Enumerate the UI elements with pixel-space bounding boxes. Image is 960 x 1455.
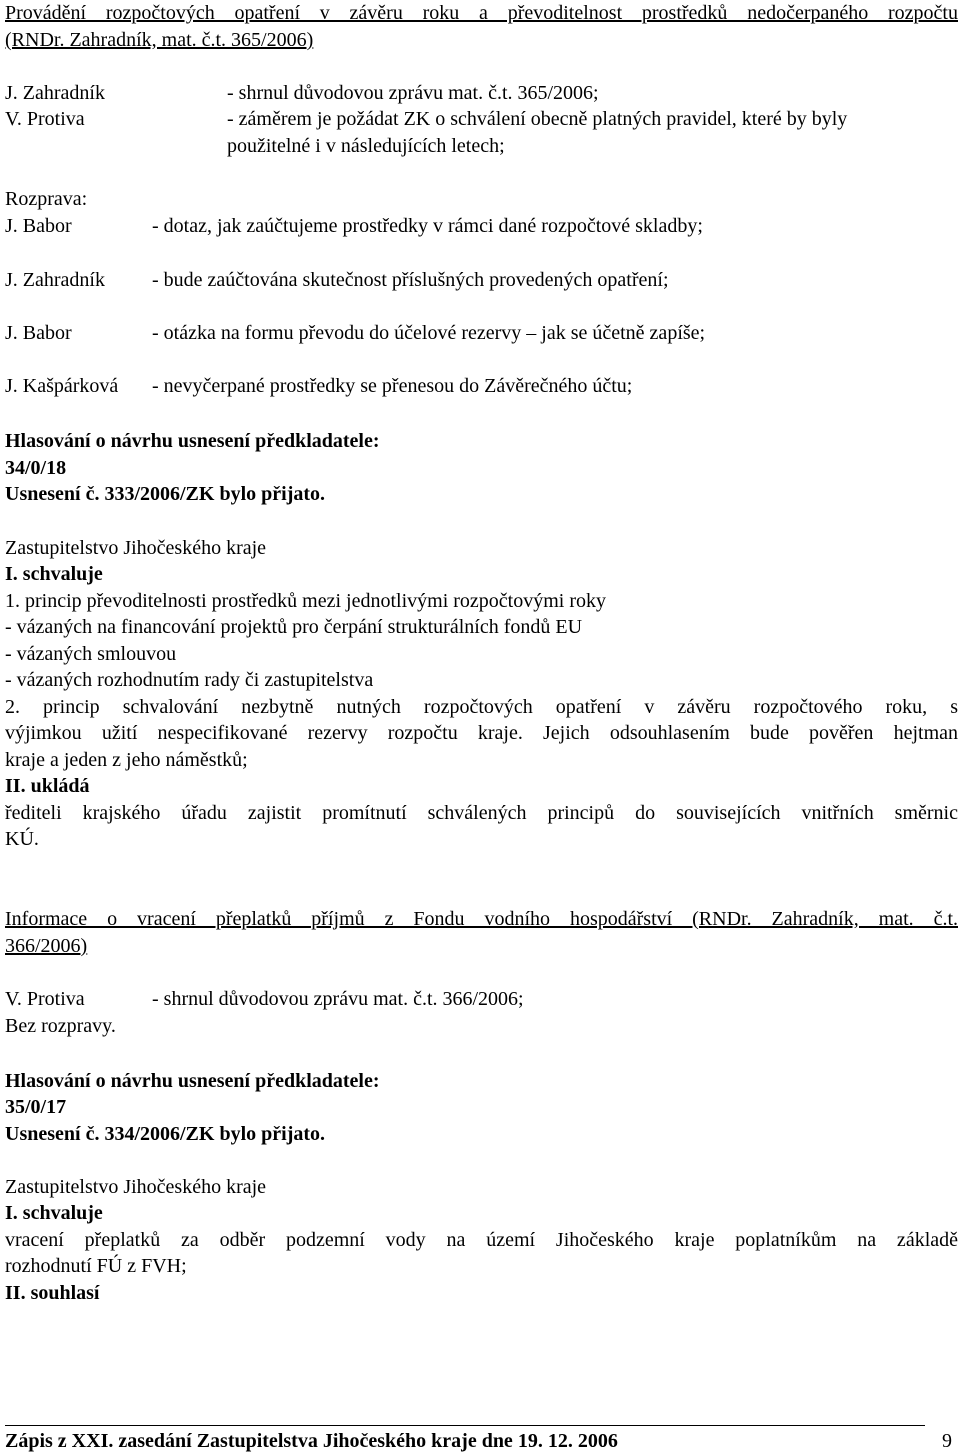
speaker-text: - shrnul důvodovou zprávu mat. č.t. 366/2006; xyxy=(152,988,524,1010)
resolution-item-line: kraje a jeden z jeho náměstků; xyxy=(5,749,248,771)
resolution-body: Zastupitelstvo Jihočeského kraje xyxy=(5,1176,267,1198)
footer-text: Zápis z XXI. zasedání Zastupitelstva Jihočeského kraje dne 19. 12. 2006 xyxy=(5,1430,618,1452)
discussion-speaker-name: J. Babor xyxy=(5,322,72,344)
resolution-subitem: - vázaných rozhodnutím rady či zastupitelstva xyxy=(5,669,374,691)
speaker-text-continued: použitelné i v následujících letech; xyxy=(227,135,505,157)
resolution-item-line: výjimkou užití nespecifikované rezervy rozpočtu kraje. Jejich odsouhlasením bude pověřen hejtman xyxy=(5,722,958,744)
speaker-name: J. Zahradník xyxy=(5,82,105,104)
vote-result: 34/0/18 xyxy=(5,457,67,479)
vote-heading: Hlasování o návrhu usnesení předkladatele: xyxy=(5,430,380,452)
discussion-speaker-text: - otázka na formu převodu do účelové rezervy – jak se účetně zapíše; xyxy=(152,322,706,344)
section2-heading-line1: Informace o vracení přeplatků příjmů z Fondu vodního hospodářství (RNDr. Zahradník, mat. č.t. xyxy=(5,908,958,930)
agrees-heading: II. souhlasí xyxy=(5,1282,100,1304)
section1-heading-line1: Provádění rozpočtových opatření v závěru roku a převoditelnost prostředků nedočerpaného rozpočtu xyxy=(5,2,958,24)
speaker-text: - shrnul důvodovou zprávu mat. č.t. 365/2006; xyxy=(227,82,599,104)
footer-divider xyxy=(5,1425,925,1426)
vote-result: 35/0/17 xyxy=(5,1096,67,1118)
resolution-item-line: 2. princip schvalování nezbytně nutných rozpočtových opatření v závěru rozpočtového roku, s xyxy=(5,696,958,718)
discussion-speaker-name: J. Babor xyxy=(5,215,72,237)
discussion-speaker-text: - bude zaúčtována skutečnost příslušných provedených opatření; xyxy=(152,269,669,291)
approves-heading: I. schvaluje xyxy=(5,563,103,585)
vote-heading: Hlasování o návrhu usnesení předkladatele: xyxy=(5,1070,380,1092)
speaker-name: V. Protiva xyxy=(5,108,85,130)
speaker-text: - záměrem je požádat ZK o schválení obecně platných pravidel, které by byly xyxy=(227,108,848,130)
approves-heading: I. schvaluje xyxy=(5,1202,103,1224)
resolution-statement: Usnesení č. 333/2006/ZK bylo přijato. xyxy=(5,483,326,505)
instructs-line: řediteli krajského úřadu zajistit promítnutí schválených principů do souvisejících vnitřních směrnic xyxy=(5,802,958,824)
page-number: 9 xyxy=(942,1430,952,1452)
discussion-speaker-name: J. Kašpárková xyxy=(5,375,119,397)
resolution-body: Zastupitelstvo Jihočeského kraje xyxy=(5,537,267,559)
discussion-label: Rozprava: xyxy=(5,188,88,210)
resolution-item: 1. princip převoditelnosti prostředků mezi jednotlivými rozpočtovými roky xyxy=(5,590,606,612)
resolution-subitem: - vázaných smlouvou xyxy=(5,643,177,665)
discussion-speaker-text: - nevyčerpané prostředky se přenesou do Závěrečného účtu; xyxy=(152,375,633,397)
instructs-heading: II. ukládá xyxy=(5,775,90,797)
instructs-line: KÚ. xyxy=(5,828,39,850)
section2-heading-line2: 366/2006) xyxy=(5,935,88,957)
discussion-speaker-text: - dotaz, jak zaúčtujeme prostředky v rámci dané rozpočtové skladby; xyxy=(152,215,703,237)
discussion-speaker-name: J. Zahradník xyxy=(5,269,105,291)
speaker-name: V. Protiva xyxy=(5,988,85,1010)
approves-line: vracení přeplatků za odběr podzemní vody na území Jihočeského kraje poplatníkům na základě xyxy=(5,1229,958,1251)
resolution-subitem: - vázaných na financování projektů pro čerpání strukturálních fondů EU xyxy=(5,616,583,638)
section1-heading-line2: (RNDr. Zahradník, mat. č.t. 365/2006) xyxy=(5,29,314,51)
resolution-statement: Usnesení č. 334/2006/ZK bylo přijato. xyxy=(5,1123,326,1145)
approves-line: rozhodnutí FÚ z FVH; xyxy=(5,1255,187,1277)
no-discussion: Bez rozpravy. xyxy=(5,1015,116,1037)
